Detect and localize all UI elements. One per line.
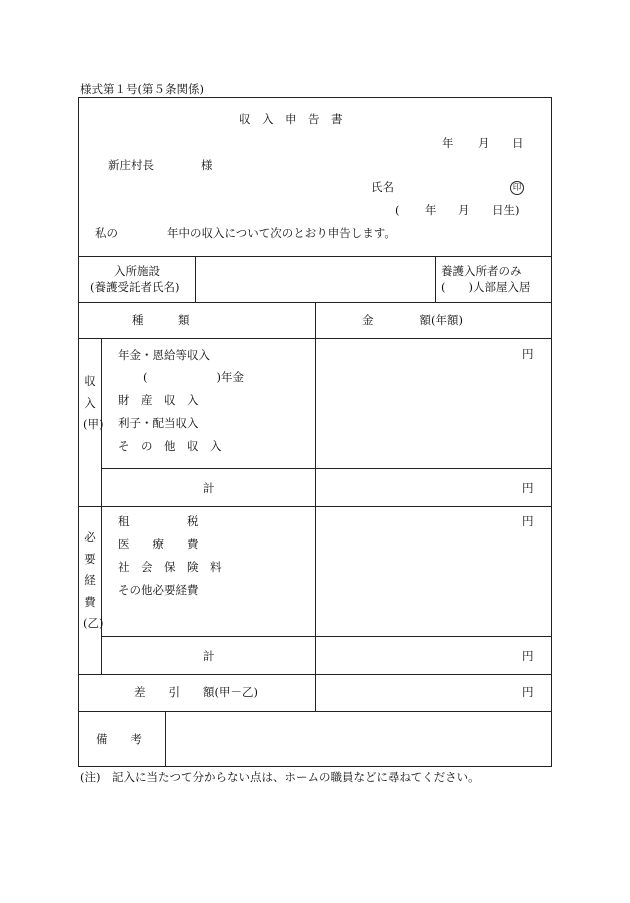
divider-expense-total — [101, 636, 552, 637]
difference-label: 差 引 額(甲－乙) — [134, 685, 258, 699]
addressee-honorific: 様 — [201, 158, 213, 172]
expense-item-tax: 租 税 — [118, 514, 199, 528]
income-total-yen: 円 — [522, 481, 534, 495]
facility-resident-line2: ( )人部屋入居 — [441, 280, 531, 294]
income-item-property: 財 産 収 入 — [118, 393, 199, 407]
expense-yen: 円 — [522, 514, 534, 528]
divider-difference-end — [78, 711, 552, 712]
form-title: 収 入 申 告 書 — [239, 112, 343, 126]
income-section-label: 収 入 (甲) — [83, 374, 104, 431]
remarks-divider — [165, 711, 166, 767]
amount-column-divider — [315, 302, 316, 711]
divider-income-total — [101, 468, 552, 469]
addressee-name: 新庄村長 — [108, 158, 154, 172]
divider-after-header — [78, 256, 552, 257]
expense-total-label: 計 — [203, 649, 215, 663]
date-day-label: 日 — [512, 136, 524, 150]
remarks-label: 備 考 — [96, 732, 142, 746]
date-month-label: 月 — [478, 136, 490, 150]
income-item-pension: 年金・恩給等収入 — [118, 348, 210, 362]
date-year-label: 年 — [442, 136, 454, 150]
expense-section-label: 必 要 経 費 (乙) — [83, 530, 104, 630]
declaration-me: 私の — [95, 226, 118, 240]
income-total-label: 計 — [203, 481, 215, 495]
form-label: 様式第１号(第５条関係) — [80, 82, 204, 96]
expense-item-other: その他必要経費 — [118, 583, 199, 597]
column-header-type: 種 類 — [132, 313, 190, 327]
facility-label-line2: (養護受託者氏名) — [90, 280, 180, 294]
seal-mark: 印 — [510, 181, 524, 195]
birth-day-label: 日生) — [492, 203, 520, 217]
expense-item-medical: 医 療 費 — [118, 537, 199, 551]
income-yen: 円 — [522, 347, 534, 361]
income-item-other: そ の 他 収 入 — [118, 439, 222, 453]
expense-item-insurance: 社 会 保 険 料 — [118, 560, 222, 574]
facility-label-line1: 入所施設 — [114, 264, 160, 278]
difference-yen: 円 — [522, 685, 534, 699]
facility-divider-right — [435, 256, 436, 302]
birth-open: ( — [395, 203, 400, 217]
column-header-amount: 金 額(年額) — [362, 313, 463, 327]
facility-resident-line1: 養護入所者のみ — [441, 264, 522, 278]
declaration-text: 年中の収入について次のとおり申告します。 — [167, 226, 396, 240]
birth-year-label: 年 — [425, 203, 437, 217]
footnote: (注) 記入に当たつて分からない点は、ホームの職員などに尋ねてください。 — [80, 770, 480, 784]
expense-total-yen: 円 — [522, 649, 534, 663]
applicant-name-label: 氏名 — [371, 180, 394, 194]
income-item-other-pension: ( )年金 — [143, 370, 244, 384]
birth-month-label: 月 — [458, 203, 470, 217]
facility-divider-left — [195, 256, 196, 302]
income-item-interest: 利子・配当収入 — [118, 416, 199, 430]
